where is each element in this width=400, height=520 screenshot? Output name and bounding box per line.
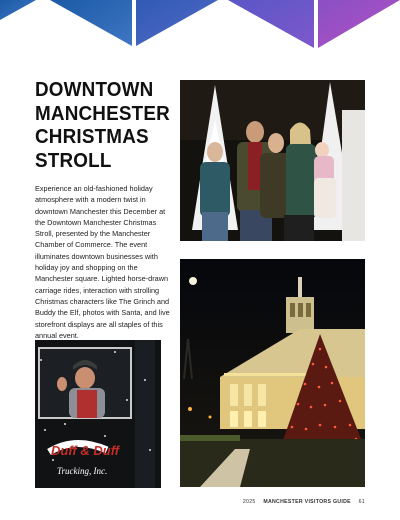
banner-shard-4 (228, 0, 314, 48)
truck-photo (35, 340, 161, 488)
banner-shard-5 (318, 0, 400, 48)
truck-subtitle: Trucking, Inc. (57, 466, 108, 476)
article-body: Experience an old-fashioned holiday atmosphere with a modern twist in downtown Manchester this December at the Downtown Manchester Christmas Stroll, presented by the Manchester Chamber of Commerce. The event illuminates downtown businesses with holiday joy and shopping on the Manchester square. Lighted horse-drawn carriage rides, interaction with strolling Christmas characters like The Grinch and Buddy the Elf, photos with Santa, and live storefront displays are all staples of this annual event. (35, 184, 170, 340)
page-number: 61 (358, 499, 365, 505)
truck-sign: Duff & Duff (51, 443, 120, 458)
footer-year: 2025 (242, 499, 256, 505)
moon (189, 277, 197, 285)
page-footer (237, 499, 365, 505)
driver (75, 367, 95, 389)
courthouse-photo (180, 259, 365, 487)
banner-shard-3 (136, 0, 218, 46)
family-photo (180, 80, 365, 241)
cupola-spire (298, 277, 302, 299)
footer-guide-title: MANCHESTER VISITORS GUIDE (263, 499, 351, 505)
banner-shard-2 (50, 0, 132, 46)
article-title: DOWNTOWN MANCHESTER CHRISTMAS STROLL (35, 78, 170, 172)
header-banner (0, 0, 400, 50)
banner-shard-1 (0, 0, 36, 20)
